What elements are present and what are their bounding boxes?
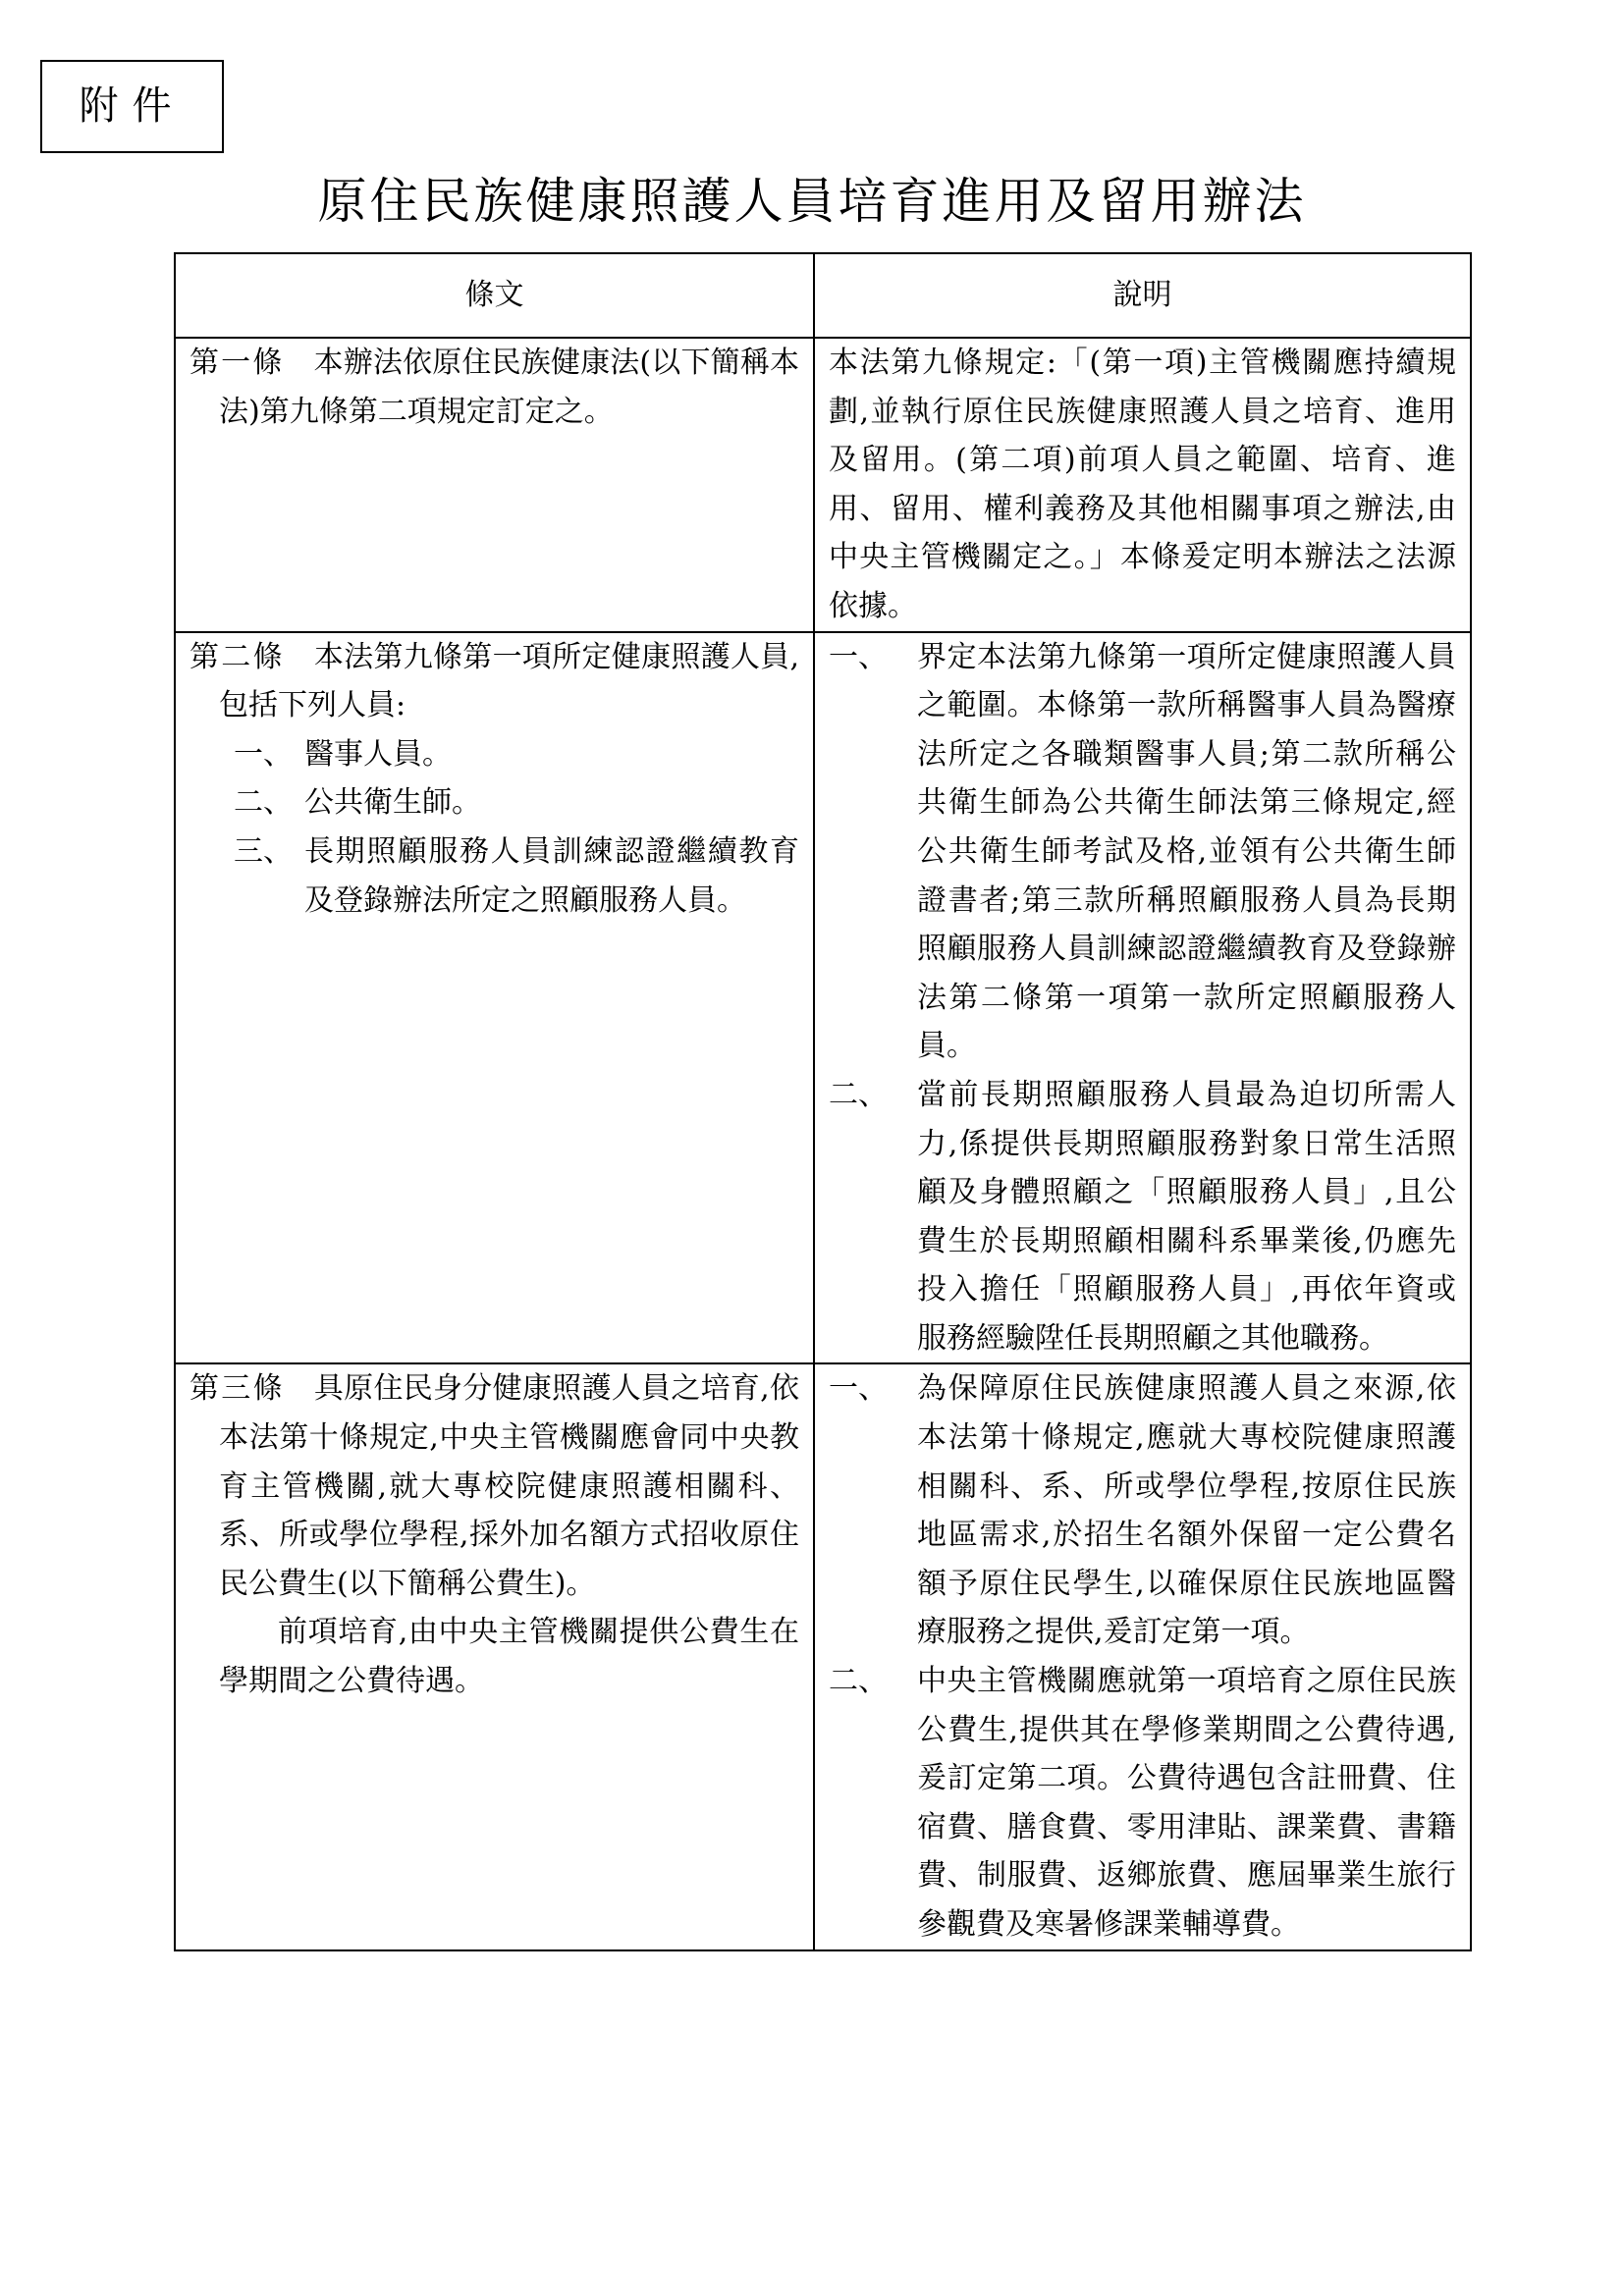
article-paragraph <box>189 1364 799 1608</box>
explanation-item-list <box>829 1364 1456 1949</box>
attachment-badge: 附件 <box>40 60 224 153</box>
regulation-table <box>174 252 1472 1951</box>
explanation-cell <box>814 1363 1471 1949</box>
article-cell <box>175 1363 814 1949</box>
item-text: 當前長期照顧服務人員最為迫切所需人力,係提供長期照顧服務對象日常生活照顧及身體照顧之「照顧服務人員」,且公費生於長期照顧相關科系畢業後,仍應先投入擔任「照顧服務人員」,再依年資或服務經驗陞任長期照顧之其他職務。 <box>917 1077 1456 1356</box>
explanation-item-list <box>829 633 1456 1363</box>
item-marker: 二、 <box>829 1077 888 1112</box>
table-row <box>175 632 1471 1364</box>
table-row <box>175 338 1471 632</box>
explanation-cell <box>814 632 1471 1364</box>
document-title: 原住民族健康照護人員培育進用及留用辦法 <box>317 173 1307 230</box>
item-marker: 二、 <box>829 1664 888 1699</box>
header-article: 條文 <box>175 253 814 338</box>
item-marker: 一、 <box>829 639 888 674</box>
item-text: 長期照顧服務人員訓練認證繼續教育及登錄辦法所定之照顧服務人員。 <box>304 833 799 918</box>
item-text: 為保障原住民族健康照護人員之來源,依本法第十條規定,應就大專校院健康照護相關科、系、所或學位學程,按原住民族地區需求,於招生名額外保留一定公費名額予原住民學生,以確保原住民族地區醫療服務之提供,爰訂定第一項。 <box>917 1371 1456 1650</box>
explanation-paragraph: 本法第九條規定:「(第一項)主管機關應持續規劃,並執行原住民族健康照護人員之培育、進用及留用。(第二項)前項人員之範圍、培育、進用、留用、權利義務及其他相關事項之辦法,由中央主管機關定之。」本條爰定明本辦法之法源依據。 <box>829 346 1456 623</box>
list-item <box>829 1364 1456 1657</box>
explanation-cell <box>814 338 1471 632</box>
list-item <box>189 730 799 779</box>
article-text: 本辦法依原住民族健康法(以下簡稱本法)第九條第二項規定訂定之。 <box>219 346 799 429</box>
table-body <box>175 338 1471 1950</box>
article-text: 具原住民身分健康照護人員之培育,依本法第十條規定,中央主管機關應會同中央教育主管機關,就大專校院健康照護相關科、系、所或學位學程,採外加名額方式招收原住民公費生(以下簡稱公費生)。 <box>219 1371 800 1601</box>
header-explanation: 說明 <box>814 253 1471 338</box>
item-marker: 三、 <box>234 833 293 869</box>
article-number: 第二條 <box>189 639 285 674</box>
list-item <box>829 1657 1456 1949</box>
article-paragraph <box>189 633 799 730</box>
article-number: 第三條 <box>189 1371 285 1407</box>
item-marker: 一、 <box>829 1371 888 1407</box>
list-item <box>189 828 799 925</box>
list-item <box>829 1071 1456 1363</box>
article-item-list <box>189 730 799 925</box>
article-paragraph-extra: 前項培育,由中央主管機關提供公費生在學期間之公費待遇。 <box>219 1615 799 1699</box>
article-cell <box>175 338 814 632</box>
article-cell <box>175 632 814 1364</box>
list-item <box>829 633 1456 1071</box>
item-text: 醫事人員。 <box>304 736 452 772</box>
item-marker: 二、 <box>234 785 293 821</box>
article-number: 第一條 <box>189 346 285 380</box>
item-text: 中央主管機關應就第一項培育之原住民族公費生,提供其在學修業期間之公費待遇,爰訂定第二項。公費待遇包含註冊費、住宿費、膳食費、零用津貼、課業費、書籍費、制服費、返鄉旅費、應屆畢業生旅行參觀費及寒暑修課業輔導費。 <box>917 1664 1456 1942</box>
item-text: 界定本法第九條第一項所定健康照護人員之範圍。本條第一款所稱醫事人員為醫療法所定之各職類醫事人員;第二款所稱公共衛生師為公共衛生師法第三條規定,經公共衛生師考試及格,並領有公共衛生師證書者;第三款所稱照顧服務人員為長期照顧服務人員訓練認證繼續教育及登錄辦法第二條第一項第一款所定照顧服務人員。 <box>917 639 1456 1064</box>
table-header-row <box>175 253 1471 338</box>
item-marker: 一、 <box>234 736 293 772</box>
table-row <box>175 1363 1471 1949</box>
article-text: 本法第九條第一項所定健康照護人員,包括下列人員: <box>219 639 800 723</box>
list-item <box>189 778 799 828</box>
item-text: 公共衛生師。 <box>304 785 481 821</box>
article-paragraph <box>189 339 799 436</box>
